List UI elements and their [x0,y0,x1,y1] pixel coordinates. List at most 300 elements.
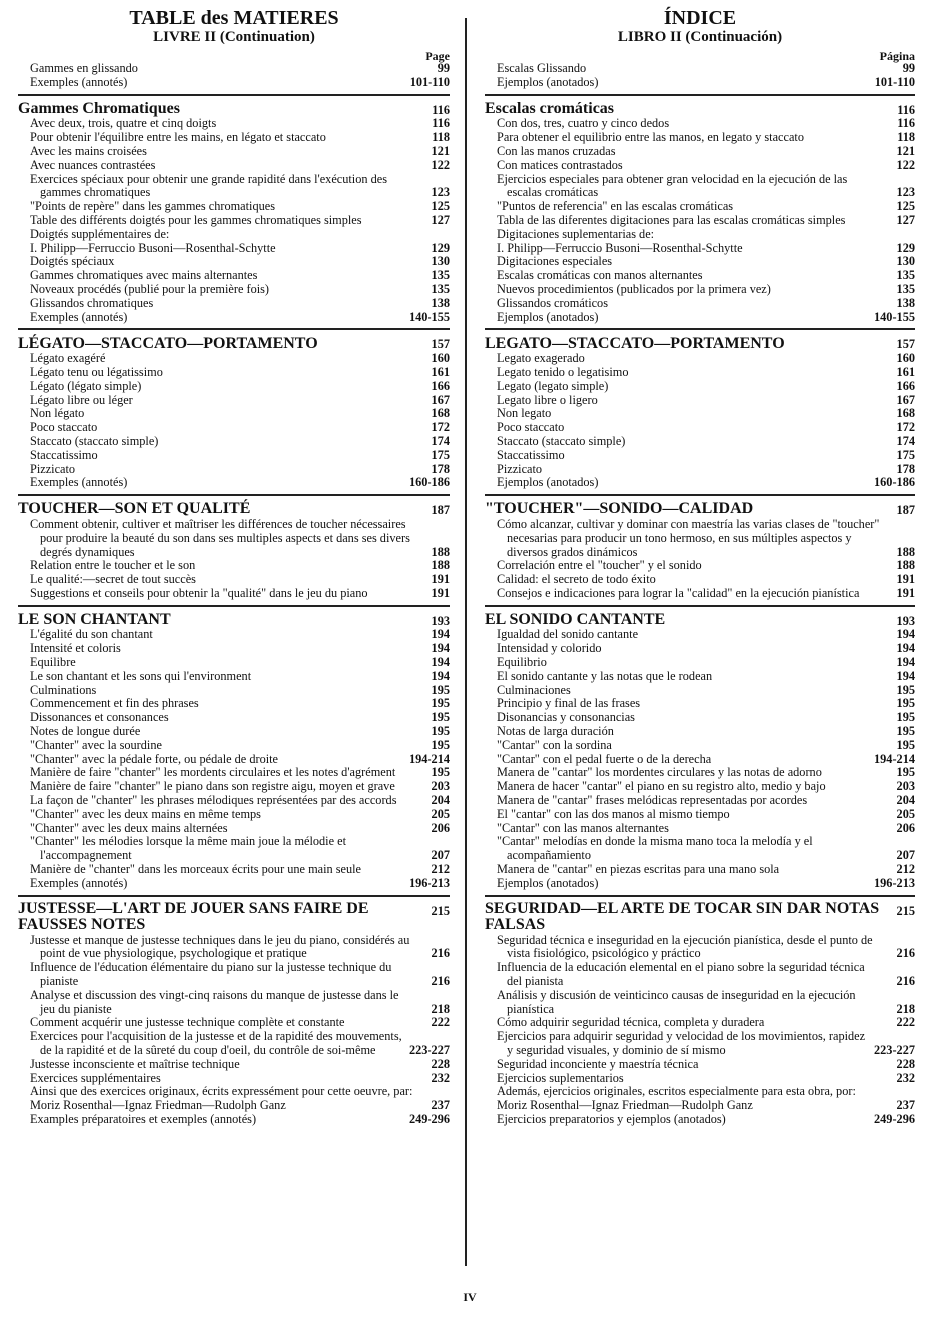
toc-entry-title: LÉGATO—STACCATO—PORTAMENTO [18,334,318,352]
toc-page-number: 195 [896,696,915,711]
toc-page-number: 101-110 [874,74,915,89]
toc-entry-title: "Chanter" avec la pédale forte, ou pédale de droite [30,751,279,766]
toc-page-number: 195 [431,737,450,752]
toc-entry [485,697,915,711]
toc-entry [18,711,450,725]
toc-list [485,62,915,1127]
toc-page-number: 188 [896,544,915,559]
toc-page-number: 125 [431,199,450,214]
toc-entry-title: Avec nuances contrastées [30,157,156,172]
toc-page-number: 194 [431,641,450,656]
toc-entry [18,311,450,331]
toc-entry-title: Además, ejercicios originales, escritos especialmente para esta obra, por: [497,1084,856,1099]
toc-entry-title: Escalas cromáticas con manos alternantes [497,268,703,283]
toc-entry-title: "Points de repère" dans les gammes chromatiques [30,199,275,214]
toc-page-number: 222 [431,1015,450,1030]
toc-entry-title: Justesse et manque de justesse techniques dans le jeu du piano, considérés au point de vue physiologique, psychologique et pratique [30,932,410,961]
toc-entry-title: EL SONIDO CANTANTE [485,610,666,628]
toc-entry [485,1085,915,1099]
toc-page-number: 123 [431,185,450,200]
toc-page-number: 191 [431,572,450,587]
toc-subtitle: LIBRO II (Continuación) [617,29,783,45]
toc-entry-title: Nuevos procedimientos (publicados por la primera vez) [497,281,771,296]
toc-entry-title: Glissandos cromáticos [497,295,608,310]
toc-entry [18,961,450,989]
toc-entry-title: Ejercicios para adquirir seguridad y velocidad de los movimientos, rapidez y seguridad visuales, y dominio de sí mismo [497,1029,866,1057]
toc-entry-title: Manera de "cantar" frases melódicas representadas por acordes [497,793,808,808]
toc-entry [485,1030,915,1058]
toc-section-heading [18,500,450,518]
toc-page-number: 160 [896,351,915,366]
toc-page-number: 191 [896,572,915,587]
toc-page-number: 99 [437,61,450,75]
toc-entry [18,366,450,380]
toc-entry-title: Commencement et fin des phrases [30,696,199,711]
toc-page-number: 216 [896,974,915,989]
page-column-label: Page [425,49,450,63]
toc-entry [18,269,450,283]
toc-entry [485,766,915,780]
toc-entry [18,228,450,242]
toc-entry-title: Avec deux, trois, quatre et cinq doigts [30,116,217,131]
toc-entry [485,76,915,96]
toc-entry [485,961,915,989]
toc-page-number: 222 [896,1015,915,1030]
toc-entry-title: Gammes chromatiques avec mains alternantes [30,268,258,283]
toc-entry [485,794,915,808]
toc-entry [485,380,915,394]
toc-entry-title: Cómo adquirir seguridad técnica, completa y duradera [497,1015,765,1030]
toc-page-number: 125 [896,199,915,214]
toc-section-heading [18,611,450,629]
toc-entry [18,297,450,311]
toc-page-number: 127 [896,212,915,227]
toc-entry [18,380,450,394]
toc-entry [485,587,915,607]
toc-page-number: 187 [431,503,450,518]
toc-entry [485,656,915,670]
toc-page-number: 166 [431,378,450,393]
toc-entry [485,145,915,159]
toc-entry [18,808,450,822]
toc-page-number: 140-155 [874,309,915,324]
toc-entry-title: Legato (legato simple) [497,378,609,393]
toc-page-number: 194 [431,627,450,642]
toc-entry [485,518,915,559]
toc-page-number: 118 [897,130,915,145]
toc-entry [485,822,915,836]
toc-entry [18,1030,450,1058]
toc-page-number: 205 [896,806,915,821]
toc-entry-title: Digitaciones especiales [497,254,613,269]
toc-entry [485,573,915,587]
toc-entry [485,242,915,256]
toc-page-number: 194-214 [409,751,450,766]
toc-entry [18,697,450,711]
toc-page-number: 228 [896,1056,915,1071]
toc-entry-title: LEGATO—STACCATO—PORTAMENTO [485,334,785,352]
toc-entry [18,173,450,201]
toc-subtitle: LIVRE II (Continuation) [153,29,315,45]
toc-entry-title: Doigtés supplémentaires de: [30,226,170,241]
toc-entry [485,131,915,145]
toc-entry [485,366,915,380]
toc-entry-title: Escalas Glissando [497,61,587,75]
toc-entry [18,780,450,794]
toc-entry-title: Exercices spéciaux pour obtenir une grande rapidité dans l'exécution des gammes chromatiques [30,171,387,200]
toc-list [18,62,450,1127]
toc-page-number: 129 [431,240,450,255]
toc-entry [485,214,915,228]
toc-page-number: 195 [431,696,450,711]
toc-page-number: 195 [896,765,915,780]
toc-page-number: 195 [431,724,450,739]
toc-entry [18,753,450,767]
toc-entry-title: Disonancias y consonancias [497,710,635,725]
toc-entry-title: Ejemplos (anotados) [497,309,599,324]
toc-page-number: 194 [431,668,450,683]
toc-section-heading [485,901,915,934]
toc-entry-title: Légato libre ou léger [30,392,133,407]
toc-entry-title: Seguridad inconciente y maestría técnica [497,1056,699,1071]
toc-page-number: 195 [431,682,450,697]
toc-entry-title: Consejos e indicaciones para lograr la "calidad" en la ejecución pianística [497,585,860,600]
toc-entry-title: Con matices contrastados [497,157,623,172]
toc-entry-title: Exemples (annotés) [30,475,128,490]
toc-entry-title: Gammes en glissando [30,61,138,75]
toc-page-number: 135 [896,268,915,283]
toc-entry [485,1113,915,1127]
toc-entry [485,642,915,656]
toc-entry [18,407,450,421]
toc-entry-title: JUSTESSE—L'ART DE JOUER SANS FAIRE DE FAUSSES NOTES [18,899,369,934]
toc-entry-title: "Cantar" melodías en donde la misma mano toca la melodía y el acompañamiento [497,834,813,863]
toc-column-french [18,8,450,1127]
toc-page-number: 215 [896,903,915,918]
toc-entry-title: I. Philipp—Ferruccio Busoni—Rosenthal-Schytte [30,240,276,255]
toc-page-number: 196-213 [409,875,450,890]
toc-entry [18,394,450,408]
toc-section-heading [485,500,915,518]
toc-entry-title: Moriz Rosenthal—Ignaz Friedman—Rudolph Ganz [30,1098,286,1113]
toc-entry [18,1113,450,1127]
toc-page-number: 237 [431,1098,450,1113]
toc-page-number: 166 [896,378,915,393]
toc-entry [485,435,915,449]
toc-entry [18,117,450,131]
toc-entry-title: Exemples (annotés) [30,875,128,890]
toc-page-number: 204 [431,793,450,808]
toc-entry-title: Légato exagéré [30,351,106,366]
toc-page-number: 196-213 [874,875,915,890]
toc-entry-title: Ejercicios preparatorios y ejemplos (anotados) [497,1111,726,1126]
toc-entry-title: Culminaciones [497,682,571,697]
toc-section-heading [18,901,450,934]
toc-entry-title: Pour obtenir l'équilibre entre les mains, en légato et staccato [30,130,326,145]
toc-entry-title: "Chanter" avec les deux mains alternées [30,820,228,835]
toc-page-number: 191 [431,585,450,600]
toc-page-number: 203 [896,779,915,794]
toc-page-number: 130 [896,254,915,269]
toc-page-number: 138 [431,295,450,310]
toc-entry [485,934,915,962]
toc-page-number: 194 [896,655,915,670]
toc-page-number: 178 [896,461,915,476]
toc-page-number: 249-296 [874,1111,915,1126]
toc-column-spanish [485,8,915,1127]
toc-entry [18,684,450,698]
toc-page-number: 218 [896,1001,915,1016]
toc-page-number: 168 [431,406,450,421]
toc-entry [18,1099,450,1113]
toc-entry [18,200,450,214]
toc-entry [485,684,915,698]
toc-page-number: 130 [431,254,450,269]
toc-page-number: 215 [431,903,450,918]
toc-entry-title: Influence de l'éducation élémentaire du piano sur la justesse technique du pianiste [30,960,392,989]
toc-section-heading [485,611,915,629]
toc-entry [18,421,450,435]
toc-entry-title: Igualdad del sonido cantante [497,627,639,642]
toc-page-number: 167 [896,392,915,407]
toc-entry-title: Digitaciones suplementarias de: [497,226,655,241]
toc-page-number: 203 [431,779,450,794]
toc-section-heading [18,334,450,352]
toc-entry-title: Tabla de las diferentes digitaciones para las escalas cromáticas simples [497,212,846,227]
toc-entry-title: Non legato [497,406,552,421]
toc-entry-title: Staccatissimo [497,447,565,462]
toc-page-number: 195 [431,710,450,725]
toc-entry-title: Seguridad técnica e inseguridad en la ejecución pianística, desde el punto de vista fisiológico, psicológico y práctico [497,932,873,961]
toc-page-number: 188 [431,558,450,573]
toc-page-number: 116 [897,102,915,117]
toc-entry [18,794,450,808]
toc-entry [485,476,915,496]
toc-page-number: 216 [431,974,450,989]
toc-page-number: 121 [896,143,915,158]
toc-page-number: 116 [432,116,450,131]
toc-entry-title: Poco staccato [497,420,565,435]
toc-entry-title: Légato (légato simple) [30,378,142,393]
toc-page-number: 161 [896,364,915,379]
toc-entry-title: Principio y final de las frases [497,696,641,711]
toc-entry [18,573,450,587]
toc-page-number: 206 [431,820,450,835]
toc-entry-title: Staccato (staccato simple) [30,433,159,448]
toc-page-number: 157 [896,337,915,352]
toc-entry [485,989,915,1017]
toc-page-number: 172 [896,420,915,435]
toc-entry-title: Exercices pour l'acquisition de la justesse et de la rapidité des mouvements, de la rapidité et de la sûreté du coup d'oeil, du contrôle de soi-même [30,1029,402,1057]
toc-entry [485,725,915,739]
toc-page-number: 101-110 [409,74,450,89]
toc-entry-title: SEGURIDAD—EL ARTE DE TOCAR SIN DAR NOTAS FALSAS [485,899,880,934]
toc-entry-title: I. Philipp—Ferruccio Busoni—Rosenthal-Schytte [497,240,743,255]
toc-page-number: 207 [896,848,915,863]
toc-entry [485,835,915,863]
toc-entry [485,780,915,794]
toc-entry-title: Intensidad y colorido [497,641,602,656]
toc-entry-title: Non légato [30,406,85,421]
toc-page-number: 168 [896,406,915,421]
toc-entry [485,255,915,269]
toc-title: TABLE des MATIERES [129,7,339,29]
page-number: IV [463,1290,477,1304]
toc-entry-title: Table des différents doigtés pour les gammes chromatiques simples [30,212,362,227]
toc-entry [18,1058,450,1072]
toc-entry-title: Legato libre o ligero [497,392,598,407]
toc-page-number: 135 [431,268,450,283]
toc-page-number: 216 [896,946,915,961]
toc-page-number: 193 [896,613,915,628]
toc-title: ÍNDICE [663,7,737,29]
toc-page-number: 237 [896,1098,915,1113]
toc-page-number: 194 [896,627,915,642]
toc-entry [18,1085,450,1099]
toc-entry-title: Staccatissimo [30,447,98,462]
toc-entry-title: Le qualité:—secret de tout succès [30,572,196,587]
toc-entry-title: Comment acquérir une justesse technique complète et constante [30,1015,345,1030]
toc-entry-title: Le son chantant et les sons qui l'environment [30,668,252,683]
toc-page-number: 160-186 [409,475,450,490]
toc-entry [18,1072,450,1086]
toc-entry-title: Análisis y discusión de veinticinco causas de inseguridad en la ejecución pianística [497,987,856,1016]
toc-entry [485,1058,915,1072]
toc-entry [18,1016,450,1030]
toc-entry-title: Justesse inconsciente et maîtrise technique [30,1056,240,1071]
toc-entry-title: Notes de longue durée [30,724,141,739]
toc-entry [18,214,450,228]
toc-entry [18,642,450,656]
toc-section-heading [485,334,915,352]
toc-entry-title: Legato tenido o legatisimo [497,364,629,379]
toc-entry [485,739,915,753]
toc-entry-title: Calidad: el secreto de todo éxito [497,572,656,587]
toc-entry [485,159,915,173]
toc-entry [18,587,450,607]
toc-entry-title: Manière de faire "chanter" les mordents circulaires et les notes d'agrément [30,765,396,780]
toc-entry [18,863,450,877]
toc-page-number: 195 [896,737,915,752]
toc-entry-title: "Chanter" avec la sourdine [30,737,162,752]
toc-entry [18,242,450,256]
toc-entry-title: "Chanter" avec les deux mains en même temps [30,806,261,821]
toc-entry-title: Doigtés spéciaux [30,254,115,269]
toc-entry-title: "Cantar" con las manos alternantes [497,820,669,835]
toc-entry-title: Manera de "cantar" en piezas escritas para una mano sola [497,862,780,877]
toc-entry-title: "Cantar" con el pedal fuerte o de la derecha [497,751,712,766]
toc-entry [485,808,915,822]
toc-entry-title: "Puntos de referencia" en las escalas cromáticas [497,199,734,214]
toc-page-number: 175 [896,447,915,462]
toc-page-number: 122 [896,157,915,172]
toc-page-number: 223-227 [874,1043,915,1057]
toc-entry-title: Con las manos cruzadas [497,143,616,158]
toc-entry-title: Intensité et coloris [30,641,121,656]
toc-entry-title: Pizzicato [497,461,543,476]
toc-page-number: 122 [431,157,450,172]
toc-entry-title: Para obtener el equilibrio entre las manos, en legato y staccato [497,130,804,145]
toc-page-number: 218 [431,1001,450,1016]
toc-entry [18,283,450,297]
toc-entry-title: Dissonances et consonances [30,710,169,725]
toc-entry-title: Manière de faire "chanter" le piano dans son registre aigu, moyen et grave [30,779,395,794]
toc-entry [485,117,915,131]
toc-entry-title: Cómo alcanzar, cultivar y dominar con maestría las varias clases de "toucher" necesarias para producir un tono hermoso, en sus múltiples aspectos y diversos grados dinámicos [497,516,880,559]
page-column-label: Página [879,49,915,63]
toc-page-number: 228 [431,1056,450,1071]
toc-entry [18,76,450,96]
toc-entry [485,628,915,642]
toc-page-number: 195 [896,710,915,725]
toc-entry [485,559,915,573]
toc-page-number: 187 [896,503,915,518]
toc-entry-title: Manera de hacer "cantar" el piano en su registro alto, medio y bajo [497,779,826,794]
toc-entry [485,394,915,408]
toc-entry [485,877,915,897]
toc-page-number: 207 [431,848,450,863]
toc-entry [18,766,450,780]
toc-entry-title: Notas de larga duración [497,724,614,739]
toc-entry [18,934,450,962]
toc-entry-title: Equilibrio [497,655,547,670]
toc-page-number: 123 [896,185,915,200]
toc-entry-title: LE SON CHANTANT [18,610,171,628]
toc-entry [485,228,915,242]
toc-page-number: 178 [431,461,450,476]
toc-entry [18,159,450,173]
toc-page-number: 194 [896,668,915,683]
toc-entry [18,435,450,449]
toc-entry-title: Correlación entre el "toucher" y el sonido [497,558,702,573]
toc-entry [485,753,915,767]
toc-entry [18,725,450,739]
toc-entry-title: Ejemplos (anotados) [497,875,599,890]
toc-entry [485,407,915,421]
toc-entry [18,877,450,897]
toc-entry [485,1099,915,1113]
toc-entry-title: Examples préparatoires et exemples (annotés) [30,1111,257,1126]
toc-page-number: 232 [896,1070,915,1085]
toc-entry-title: Equilibre [30,655,76,670]
toc-entry [485,173,915,201]
toc-entry [18,989,450,1017]
toc-page-number: 188 [431,544,450,559]
toc-entry [18,656,450,670]
toc-entry-title: Relation entre le toucher et le son [30,558,196,573]
toc-page-number: 174 [431,433,450,448]
toc-entry-title: La façon de "chanter" les phrases mélodiques représentées par des accords [30,793,397,808]
toc-page-number: 160-186 [874,475,915,490]
toc-page-number: 193 [431,613,450,628]
toc-entry [18,628,450,642]
toc-entry-title: El "cantar" con las dos manos al mismo tiempo [497,806,730,821]
toc-page-number: 172 [431,420,450,435]
toc-entry-title: Ejercicios especiales para obtener gran velocidad en la ejecución de las escalas cromáticas [497,171,848,200]
toc-entry-title: TOUCHER—SON ET QUALITÉ [18,500,251,518]
toc-entry [18,518,450,559]
toc-entry [485,297,915,311]
toc-entry-title: Suggestions et conseils pour obtenir la "qualité" dans le jeu du piano [30,585,368,600]
toc-page-number: 205 [431,806,450,821]
toc-page-number: 194 [896,641,915,656]
toc-entry-title: Exemples (annotés) [30,309,128,324]
toc-entry-title: Analyse et discussion des vingt-cinq raisons du manque de justesse dans le jeu du pianiste [30,987,399,1016]
toc-entry [485,200,915,214]
toc-page-number: 121 [431,143,450,158]
toc-entry [485,711,915,725]
toc-entry [485,863,915,877]
